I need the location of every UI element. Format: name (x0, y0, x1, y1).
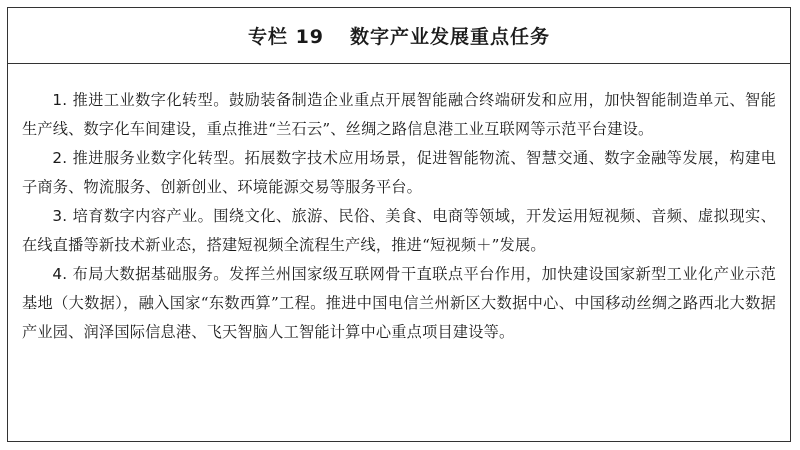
column-body (8, 64, 790, 347)
task-number: 1. (52, 91, 68, 109)
task-item-3 (22, 202, 776, 260)
task-number: 4. (52, 265, 68, 283)
task-text: 拓展数字技术应用场景，促进智能物流、智慧交通、数字金融等发展，构建电子商务、物流服务、创新创业、环境能源交易等服务平台。 (22, 149, 776, 196)
task-number: 3. (52, 207, 68, 225)
column-heading: 数字产业发展重点任务 (350, 26, 551, 48)
task-heading: 培育数字内容产业。 (72, 207, 214, 225)
task-text: 围绕文化、旅游、民俗、美食、电商等领域，开发运用短视频、音频、虚拟现实、在线直播等新技术新业态，搭建短视频全流程生产线，推进“短视频＋”发展。 (22, 207, 776, 254)
task-heading: 推进工业数字化转型。 (72, 91, 229, 109)
column-title (248, 22, 550, 49)
column-label: 专栏 19 (247, 26, 325, 48)
task-item-2 (22, 144, 776, 202)
task-number: 2. (52, 149, 68, 167)
task-heading: 推进服务业数字化转型。 (72, 149, 245, 167)
task-text: 发挥兰州国家级互联网骨干直联点平台作用，加快建设国家新型工业化产业示范基地（大数据），融入国家“东数西算”工程。推进中国电信兰州新区大数据中心、中国移动丝绸之路西北大数据产业园、润泽国际信息港、飞天智脑人工智能计算中心重点项目建设等。 (22, 265, 776, 341)
task-item-1 (22, 86, 776, 144)
task-item-4 (22, 260, 776, 347)
column-box (7, 7, 791, 442)
task-heading: 布局大数据基础服务。 (72, 265, 229, 283)
column-header (8, 8, 790, 64)
task-text: 鼓励装备制造企业重点开展智能融合终端研发和应用，加快智能制造单元、智能生产线、数字化车间建设，重点推进“兰石云”、丝绸之路信息港工业互联网等示范平台建设。 (22, 91, 776, 138)
